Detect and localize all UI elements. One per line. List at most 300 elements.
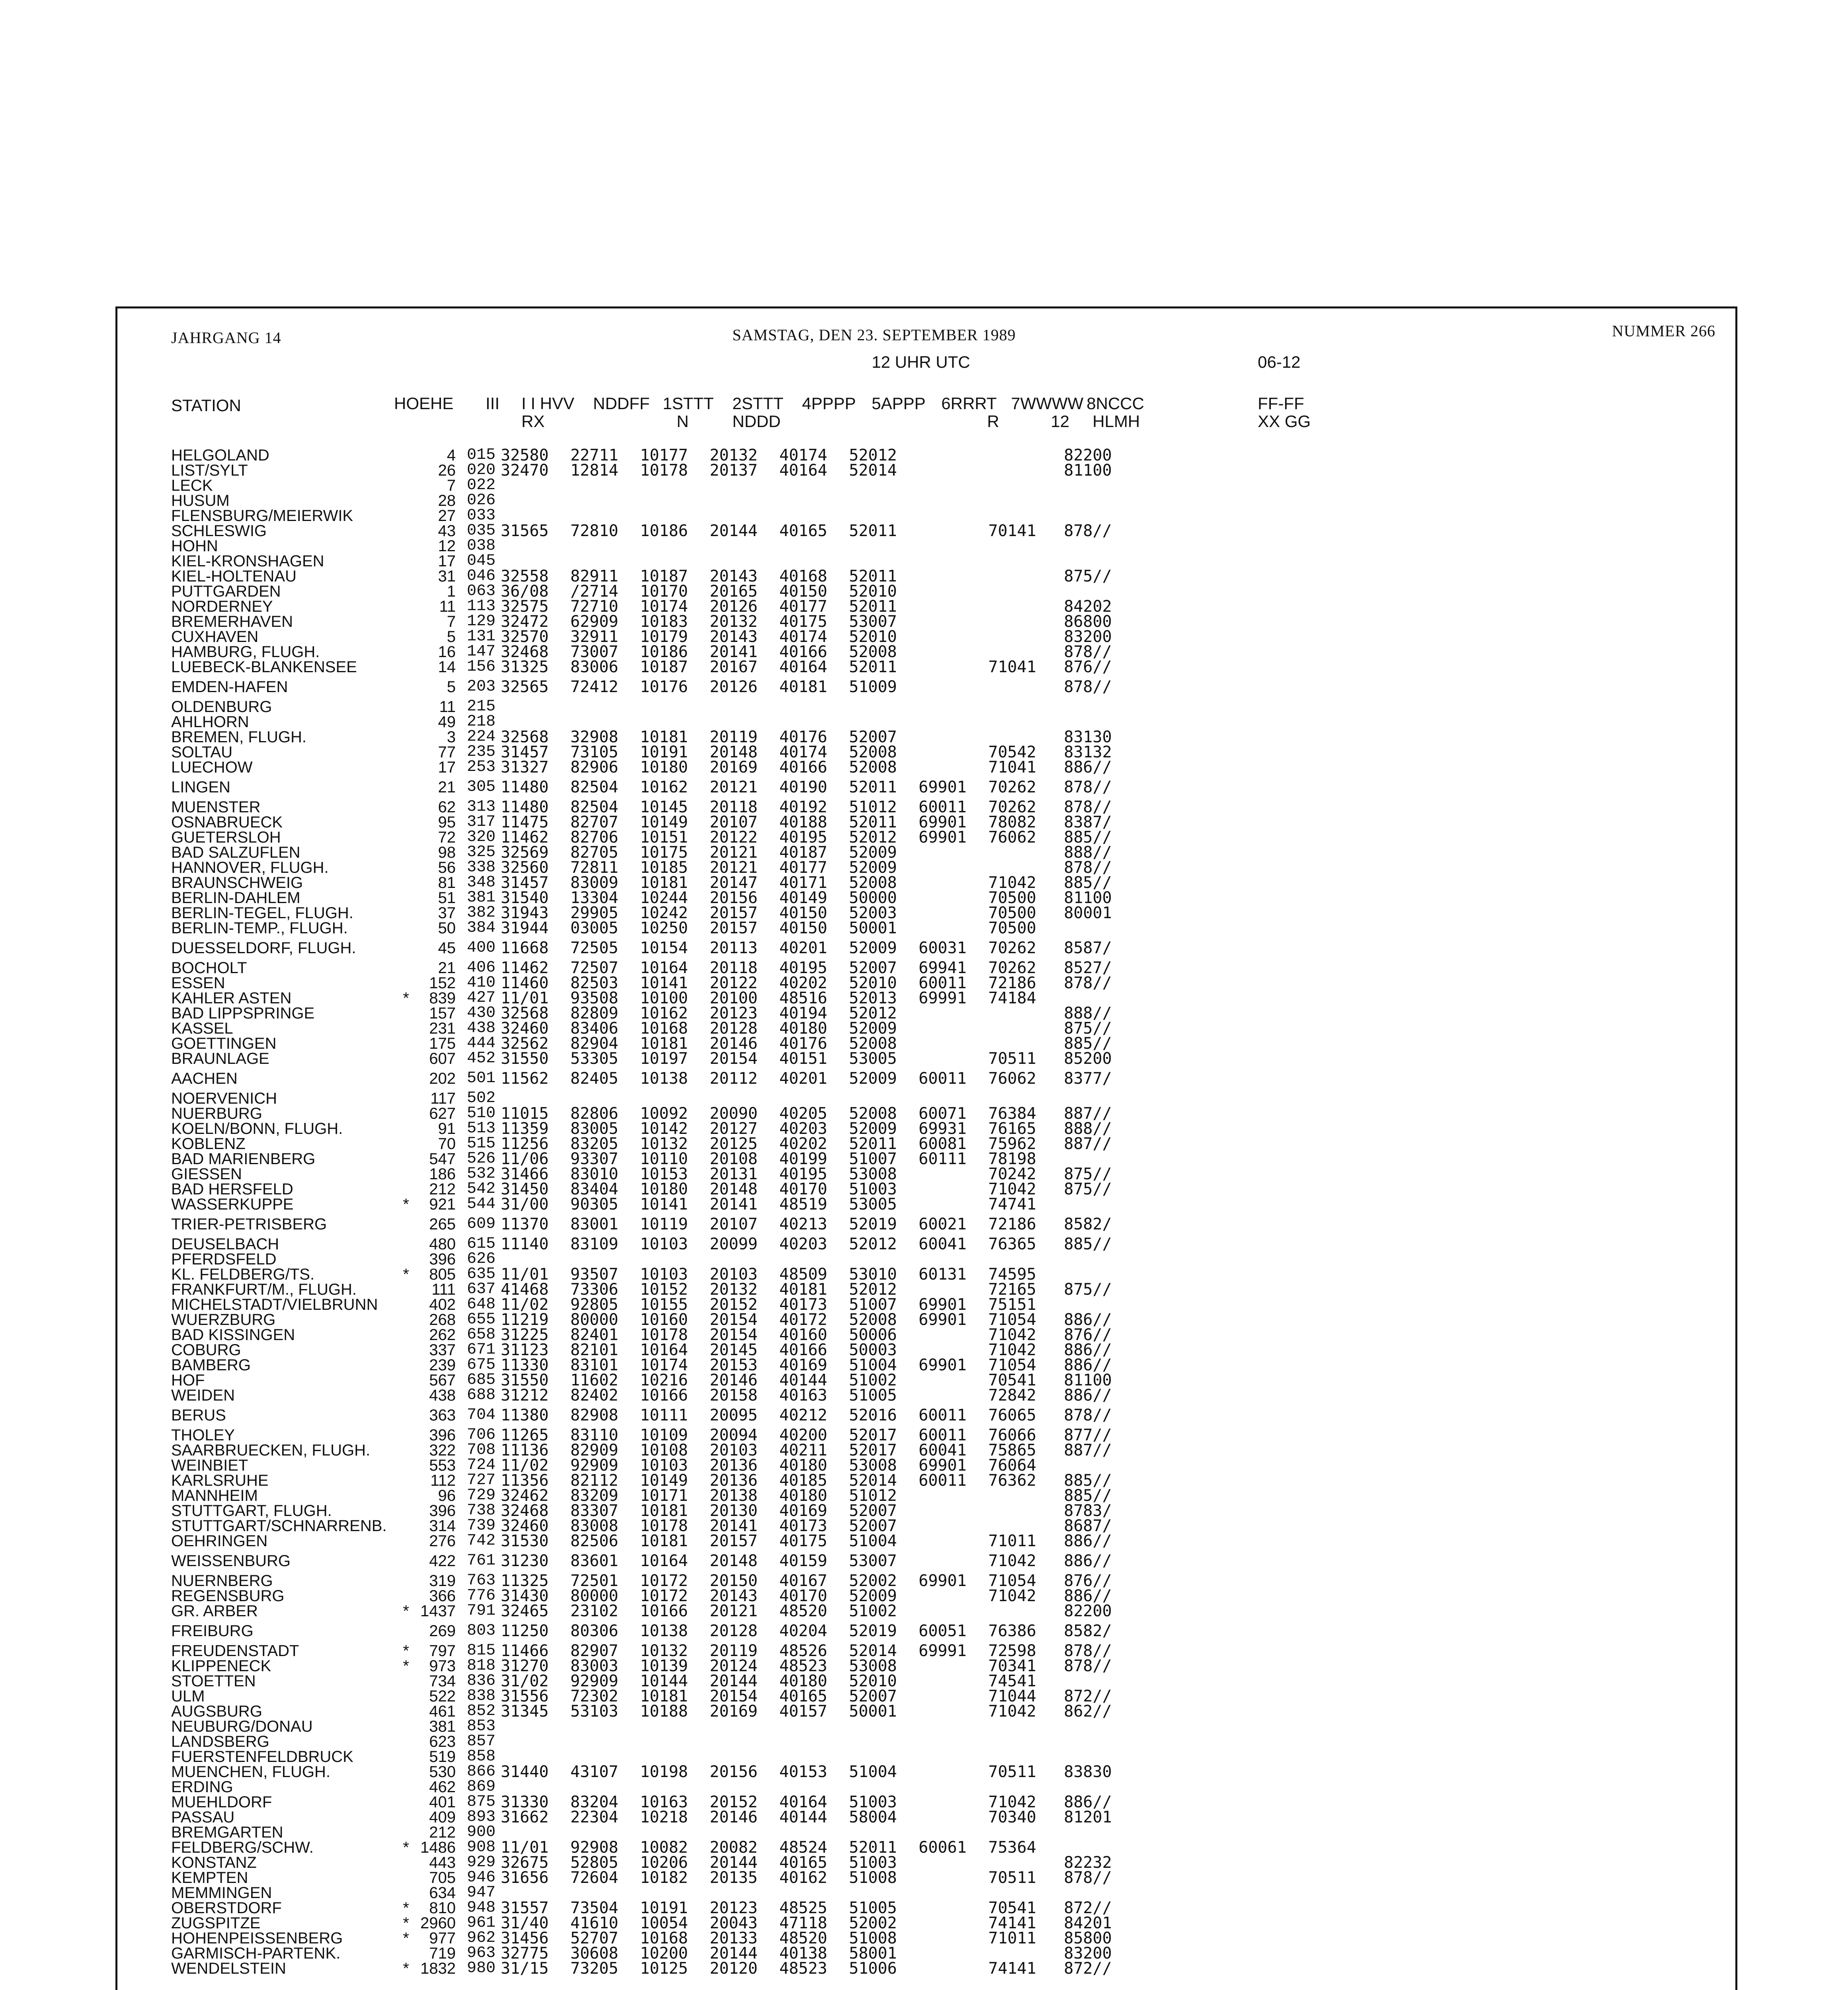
group-3: 10183 [640,613,688,631]
station-height: 50 [438,919,456,937]
group-3: 10172 [640,1572,688,1590]
station-height: 1832 [420,1960,456,1977]
station-id: 836 [467,1672,496,1690]
group-9: 83200 [1064,1944,1112,1963]
mountain-marker [394,1946,418,1961]
station-id: 515 [467,1135,496,1153]
group-7: 69901 [919,1456,967,1475]
group-2: 32908 [570,728,619,746]
table-row [171,1106,1134,1121]
group-7 [919,714,988,730]
mountain-marker [394,1036,418,1051]
group-2: 82504 [570,778,619,796]
group-6: 52007 [849,1517,897,1535]
group-5: 40181 [779,1280,827,1299]
station-id: 235 [467,743,496,761]
mountain-marker [394,1051,418,1066]
col-station: STATION [171,396,241,415]
group-6 [849,1719,919,1734]
station-id: 688 [467,1386,496,1404]
station-name: BREMERHAVEN [171,613,293,630]
group-1: 11462 [501,959,549,977]
station-name: KONSTANZ [171,1854,257,1871]
group-7: 69931 [919,1120,967,1138]
group-3: 10171 [640,1487,688,1505]
group-8 [988,1252,1064,1267]
station-height: 276 [429,1532,456,1550]
station-id: 020 [467,461,496,479]
group-2: 83005 [570,1120,619,1138]
group-6: 52008 [849,1034,897,1053]
group-4: 20137 [710,461,758,480]
station-height: 7 [447,477,456,494]
group-6: 52009 [849,843,897,862]
group-2: 82705 [570,843,619,862]
group-5 [779,1779,849,1795]
group-3: 10100 [640,989,688,1007]
group-8: 70262 [988,939,1036,957]
mountain-marker [394,890,418,905]
group-3 [640,1734,710,1749]
table-row [171,1267,1134,1282]
group-1: 32568 [501,1004,549,1022]
group-1: 11/01 [501,1838,549,1857]
station-height: 322 [429,1442,456,1459]
group-5: 40180 [779,1487,827,1505]
group-5: 40170 [779,1587,827,1605]
group-8: 72598 [988,1642,1036,1660]
group-4: 20130 [710,1502,758,1520]
group-4: 20095 [710,1406,758,1424]
station-id: 791 [467,1602,496,1620]
group-7 [919,1658,988,1674]
group-4: 20131 [710,1165,758,1183]
group-6: 52009 [849,858,897,877]
table-row [171,1327,1134,1342]
group-8: 72842 [988,1386,1036,1405]
group-4: 20122 [710,974,758,992]
group-1 [501,714,570,730]
station-height: 567 [429,1372,456,1389]
group-4: 20128 [710,1622,758,1640]
group-2: 82506 [570,1532,619,1550]
station-id: 305 [467,778,496,796]
group-5 [779,1734,849,1749]
group-1: 11359 [501,1120,549,1138]
group-4 [710,1252,779,1267]
group-2 [570,1885,640,1900]
station-name: BAD HERSFELD [171,1180,293,1198]
station-id: 156 [467,658,496,676]
col-g4-sub: NDDD [732,412,781,431]
mountain-marker [394,584,418,599]
col-g7-sub: R [987,412,999,431]
group-8: 76362 [988,1471,1036,1490]
group-3 [640,1885,710,1900]
station-height: 62 [438,798,456,816]
group-5: 40205 [779,1104,827,1123]
group-9: 83132 [1064,743,1112,761]
group-6: 52013 [849,989,897,1007]
station-name: BAD SALZUFLEN [171,844,301,861]
group-8: 71044 [988,1687,1036,1705]
station-name: DEUSELBACH [171,1235,279,1253]
table-row [171,1036,1134,1051]
station-name: FLENSBURG/MEIERWIK [171,507,353,525]
group-3: 10082 [640,1838,688,1857]
group-6: 53005 [849,1195,897,1214]
group-5: 40180 [779,1019,827,1038]
group-9: 81100 [1064,461,1112,480]
group-1: 32468 [501,1502,549,1520]
group-4: 20157 [710,904,758,922]
group-9: 86800 [1064,613,1112,631]
group-6: 52011 [849,1838,897,1857]
group-4: 20147 [710,874,758,892]
col-g9: 8NCCC [1087,394,1144,413]
group-6: 52008 [849,643,897,661]
table-row [171,1051,1134,1066]
group-9 [1064,921,1134,936]
group-1: 31530 [501,1532,549,1550]
table-row [171,1734,1134,1749]
group-9: 8582/ [1064,1215,1112,1233]
mountain-marker [394,1734,418,1749]
group-5: 40177 [779,858,827,877]
group-1 [501,1719,570,1734]
group-6: 51008 [849,1929,897,1947]
group-2: 90305 [570,1195,619,1214]
table-row [171,1167,1134,1182]
table-row [171,1533,1134,1549]
group-8: 78198 [988,1150,1036,1168]
group-9: 878// [1064,798,1112,816]
group-3: 10166 [640,1602,688,1620]
issue-number: NUMMER 266 [1612,322,1716,340]
table-row [171,1658,1134,1674]
station-id: 947 [467,1884,496,1902]
group-5 [779,554,849,569]
group-1: 31944 [501,919,549,937]
group-8: 71042 [988,1587,1036,1605]
station-id: 430 [467,1004,496,1022]
group-1: 32462 [501,1487,549,1505]
station-height: 186 [429,1165,456,1183]
group-6: 52014 [849,1642,897,1660]
group-5: 48520 [779,1602,827,1620]
station-name: HOF [171,1372,205,1389]
group-1: 31/15 [501,1959,549,1978]
group-2: 72302 [570,1687,619,1705]
group-9: 83200 [1064,628,1112,646]
group-7 [919,599,988,614]
station-height: 438 [429,1387,456,1404]
group-6 [849,1885,919,1900]
table-row [171,1282,1134,1297]
station-height: 265 [429,1215,456,1233]
group-3 [640,538,710,554]
group-4: 20169 [710,758,758,776]
group-4: 20152 [710,1295,758,1314]
group-3: 10180 [640,758,688,776]
station-height: 402 [429,1296,456,1313]
group-8: 70542 [988,743,1036,761]
mountain-marker [394,1719,418,1734]
station-id: 900 [467,1823,496,1841]
group-9: 886// [1064,1552,1112,1570]
group-3: 10125 [640,1959,688,1978]
group-8 [988,845,1064,860]
station-name: GR. ARBER [171,1602,258,1620]
group-1: 11480 [501,778,549,796]
group-4: 20121 [710,1602,758,1620]
station-name: DUESSELDORF, FLUGH. [171,939,356,957]
group-7 [919,1533,988,1549]
station-name: BAD MARIENBERG [171,1150,316,1168]
group-8: 71042 [988,1702,1036,1721]
group-5 [779,1719,849,1734]
station-name: HOHENPEISSENBERG [171,1930,343,1947]
group-3: 10162 [640,778,688,796]
group-8: 72165 [988,1280,1036,1299]
station-id: 427 [467,989,496,1007]
group-7 [919,730,988,745]
group-1: 11256 [501,1135,549,1153]
group-7 [919,890,988,905]
mountain-marker [394,860,418,875]
table-row [171,1006,1134,1021]
station-height: 319 [429,1572,456,1590]
group-6: 52007 [849,728,897,746]
group-4: 20154 [710,1050,758,1068]
station-height: 16 [438,643,456,661]
group-9: 878// [1064,522,1112,540]
group-7 [919,478,988,493]
group-8: 71011 [988,1532,1036,1550]
mountain-marker [394,1358,418,1373]
group-8: 71041 [988,758,1036,776]
group-3: 10103 [640,1456,688,1475]
group-1: 31540 [501,889,549,907]
station-height: 12 [438,537,456,555]
group-4 [710,493,779,508]
group-6: 50003 [849,1341,897,1359]
group-7 [919,1604,988,1619]
table-row [171,1388,1134,1403]
group-8 [988,1749,1064,1764]
group-7 [919,1810,988,1825]
station-height: 95 [438,814,456,831]
group-4: 20153 [710,1356,758,1374]
group-7 [919,745,988,760]
group-4: 20132 [710,1280,758,1299]
group-4 [710,1734,779,1749]
station-id: 224 [467,728,496,746]
group-2: 82809 [570,1004,619,1022]
group-5: 40176 [779,728,827,746]
group-1: 11370 [501,1215,549,1233]
table-row [171,960,1134,975]
group-4: 20145 [710,1341,758,1359]
mountain-marker [394,1488,418,1503]
group-6: 51008 [849,1869,897,1887]
group-2: 82112 [570,1471,619,1490]
mountain-marker [394,614,418,629]
mountain-marker [394,1704,418,1719]
group-1 [501,699,570,714]
group-5: 40166 [779,643,827,661]
group-4: 20146 [710,1371,758,1389]
table-row [171,975,1134,991]
station-height: 72 [438,829,456,846]
group-9: 81100 [1064,1371,1112,1389]
mountain-marker [394,936,418,960]
table-row [171,1588,1134,1604]
group-5: 40175 [779,613,827,631]
group-6: 52012 [849,446,897,464]
station-id: 253 [467,758,496,776]
group-8: 70262 [988,959,1036,977]
group-4: 20148 [710,1552,758,1570]
group-8: 76365 [988,1235,1036,1253]
station-id: 857 [467,1732,496,1750]
group-3: 10103 [640,1235,688,1253]
group-9: 85800 [1064,1929,1112,1947]
group-1: 31456 [501,1929,549,1947]
group-7 [919,1036,988,1051]
group-8 [988,599,1064,614]
group-9: 878// [1064,1642,1112,1660]
group-6: 52002 [849,1914,897,1932]
group-5: 40166 [779,758,827,776]
table-row [171,1151,1134,1167]
group-8 [988,1885,1064,1900]
group-9: 82200 [1064,1602,1112,1620]
group-6: 52009 [849,1069,897,1088]
group-4 [710,714,779,730]
group-7 [919,629,988,644]
group-5: 40174 [779,743,827,761]
group-7 [919,1825,988,1840]
group-8: 70341 [988,1657,1036,1675]
group-8: 70511 [988,1763,1036,1781]
group-8: 71042 [988,1180,1036,1198]
group-3: 10186 [640,643,688,661]
group-9 [1064,493,1134,508]
group-1: 11136 [501,1441,549,1459]
group-8: 74141 [988,1914,1036,1932]
station-id: 818 [467,1657,496,1675]
group-9: 875// [1064,1165,1112,1183]
mountain-marker [394,1779,418,1795]
group-2: 83601 [570,1552,619,1570]
mountain-marker [394,1749,418,1764]
station-name: OLDENBURG [171,698,272,716]
mountain-marker [394,730,418,745]
station-height: 366 [429,1587,456,1605]
group-5: 40173 [779,1517,827,1535]
group-3: 10160 [640,1311,688,1329]
station-height: 202 [429,1070,456,1087]
group-2: 72501 [570,1572,619,1590]
group-6: 52008 [849,1104,897,1123]
group-1 [501,538,570,554]
group-1 [501,478,570,493]
mountain-marker [394,1855,418,1870]
group-3: 10162 [640,1004,688,1022]
group-8 [988,1518,1064,1533]
station-name: ERDING [171,1778,233,1796]
group-8 [988,714,1064,730]
table-row [171,629,1134,644]
station-height: 98 [438,844,456,861]
group-4: 20144 [710,1944,758,1963]
station-name: PASSAU [171,1809,235,1826]
station-height: 607 [429,1050,456,1067]
group-7: 60011 [919,1406,967,1424]
station-name: BRAUNSCHWEIG [171,874,303,892]
mountain-marker [394,1764,418,1779]
station-id: 501 [467,1069,496,1087]
group-1 [501,1091,570,1106]
group-6: 52003 [849,904,897,922]
station-name: LIST/SYLT [171,462,248,479]
group-4 [710,1719,779,1734]
group-2: 32911 [570,628,619,646]
station-name: ESSEN [171,974,225,992]
group-3: 10141 [640,974,688,992]
group-2: 82401 [570,1326,619,1344]
station-id: 026 [467,492,496,509]
group-9: 81201 [1064,1808,1112,1826]
group-2: 83110 [570,1426,619,1444]
group-4: 20169 [710,1702,758,1721]
group-2: 82909 [570,1441,619,1459]
station-id: 776 [467,1587,496,1605]
station-id: 961 [467,1914,496,1932]
station-id: 708 [467,1441,496,1459]
station-name: BERUS [171,1407,226,1424]
group-7 [919,905,988,921]
table-row [171,599,1134,614]
group-1: 11140 [501,1235,549,1253]
station-name: KLIPPENECK [171,1657,271,1675]
group-8 [988,448,1064,463]
group-1: 11356 [501,1471,549,1490]
group-6: 51007 [849,1150,897,1168]
group-2 [570,1779,640,1795]
group-2 [570,1719,640,1734]
group-2: 72505 [570,939,619,957]
mountain-marker [394,760,418,775]
table-row [171,1916,1134,1931]
station-id: 400 [467,939,496,957]
station-height: 268 [429,1311,456,1329]
station-id: 858 [467,1748,496,1766]
group-8: 78082 [988,813,1036,831]
table-row [171,1674,1134,1689]
station-id: 215 [467,698,496,716]
group-7: 60021 [919,1215,967,1233]
table-row [171,1212,1134,1237]
group-4: 20133 [710,1929,758,1947]
station-id: 382 [467,904,496,922]
group-9 [1064,554,1134,569]
group-2: 72710 [570,597,619,616]
group-4: 20082 [710,1838,758,1857]
group-1: 31/40 [501,1914,549,1932]
mountain-marker: * [403,1914,409,1932]
